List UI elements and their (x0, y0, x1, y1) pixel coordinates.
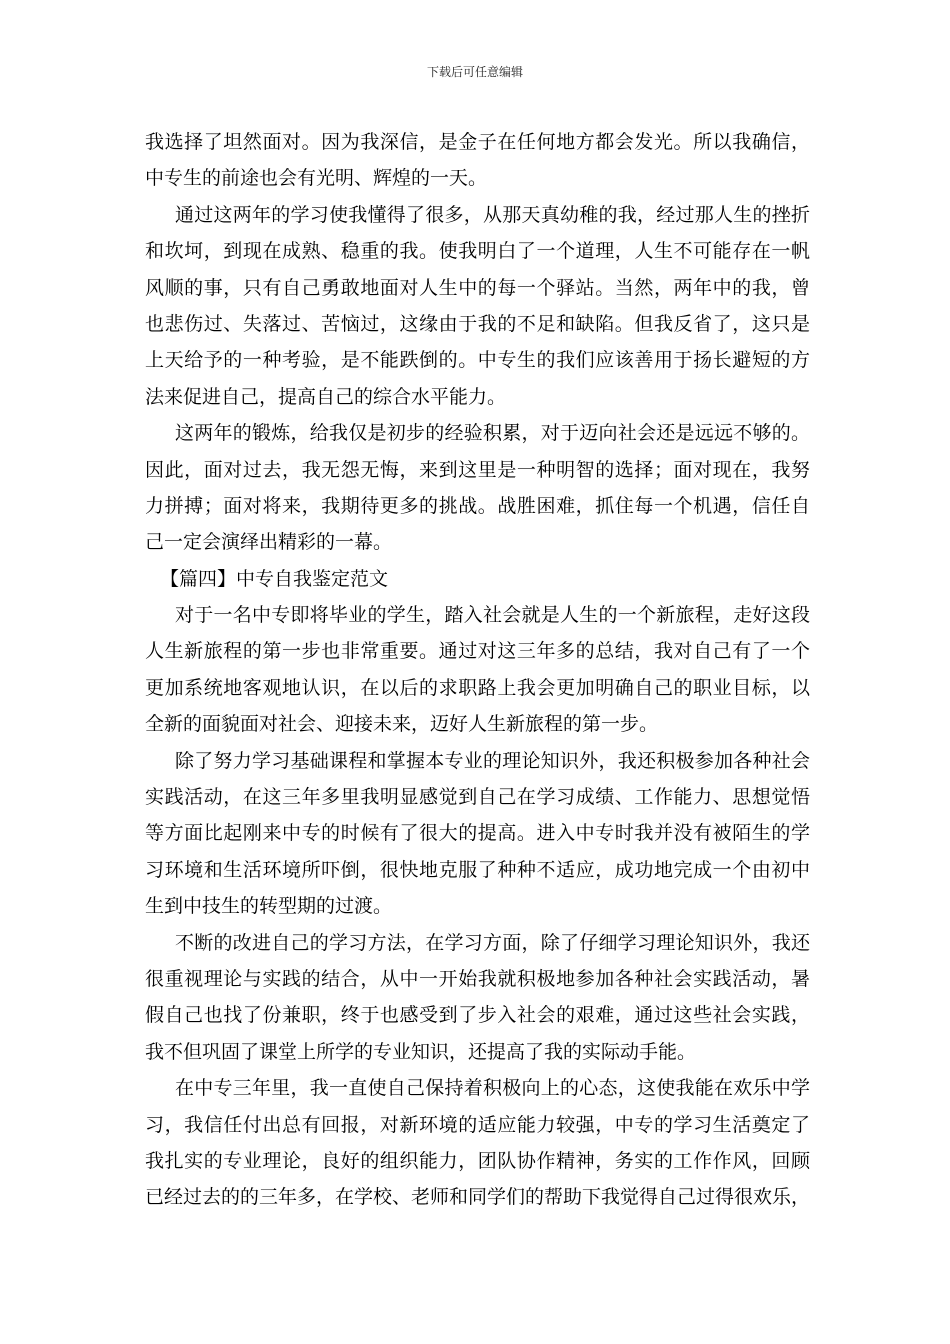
text-line: 等方面比起刚来中专的时候有了很大的提高。进入中专时我并没有被陌生的学 (145, 822, 810, 845)
text-line: 因此，面对过去，我无怨无悔，来到这里是一种明智的选择；面对现在，我努 (145, 458, 810, 481)
text-line: 习，我信任付出总有回报，对新环境的适应能力较强，中专的学习生活奠定了 (145, 1113, 810, 1136)
text-line: 己一定会演绎出精彩的一幕。 (145, 531, 393, 554)
text-line: 这两年的锻炼，给我仅是初步的经验积累，对于迈向社会还是远远不够的。 (175, 422, 810, 445)
body-text (145, 124, 810, 1216)
text-line: 力拼搏；面对将来，我期待更多的挑战。战胜困难，抓住每一个机遇，信任自 (145, 494, 810, 517)
text-line: 对于一名中专即将毕业的学生，踏入社会就是人生的一个新旅程，走好这段 (175, 604, 810, 627)
text-line: 假自己也找了份兼职，终于也感受到了步入社会的艰难，通过这些社会实践， (145, 1004, 810, 1027)
text-line: 全新的面貌面对社会、迎接未来，迈好人生新旅程的第一步。 (145, 713, 659, 736)
text-line: 上天给予的一种考验，是不能跌倒的。中专生的我们应该善用于扬长避短的方 (145, 349, 810, 372)
text-line: 生到中技生的转型期的过渡。 (145, 895, 393, 918)
text-line: 人生新旅程的第一步也非常重要。通过对这三年多的总结，我对自己有了一个 (145, 640, 810, 663)
text-line: 和坎坷，到现在成熟、稳重的我。使我明白了一个道理，人生不可能存在一帆 (145, 240, 810, 263)
text-line: 已经过去的的三年多，在学校、老师和同学们的帮助下我觉得自己过得很欢乐， (145, 1186, 811, 1209)
text-line: 除了努力学习基础课程和掌握本专业的理论知识外，我还积极参加各种社会 (175, 749, 810, 772)
text-line: 法来促进自己，提高自己的综合水平能力。 (145, 385, 507, 408)
text-line: 实践活动，在这三年多里我明显感觉到自己在学习成绩、工作能力、思想觉悟 (145, 786, 810, 809)
text-line: 中专生的前途也会有光明、辉煌的一天。 (145, 167, 488, 190)
text-line: 风顺的事，只有自己勇敢地面对人生中的每一个驿站。当然，两年中的我，曾 (145, 276, 810, 299)
page-header: 下载后可任意编辑 (426, 65, 523, 79)
text-line: 也悲伤过、失落过、苦恼过，这缘由于我的不足和缺陷。但我反省了，这只是 (145, 312, 810, 335)
text-line: 习环境和生活环境所吓倒，很快地克服了种种不适应，成功地完成一个由初中 (145, 858, 810, 881)
text-line: 通过这两年的学习使我懂得了很多，从那天真幼稚的我，经过那人生的挫折 (175, 203, 810, 226)
text-line: 我不但巩固了课堂上所学的专业知识，还提高了我的实际动手能。 (145, 1040, 697, 1063)
text-line: 在中专三年里，我一直使自己保持着积极向上的心态，这使我能在欢乐中学 (175, 1077, 810, 1100)
text-line: 更加系统地客观地认识，在以后的求职路上我会更加明确自己的职业目标，以 (145, 676, 810, 699)
text-line: 很重视理论与实践的结合，从中一开始我就积极地参加各种社会实践活动，暑 (145, 967, 810, 990)
text-line: 不断的改进自己的学习方法，在学习方面，除了仔细学习理论知识外，我还 (175, 931, 810, 954)
section-heading: 【篇四】中专自我鉴定范文 (160, 567, 389, 590)
text-line: 我扎实的专业理论，良好的组织能力，团队协作精神，务实的工作作风，回顾 (145, 1149, 810, 1172)
text-line: 我选择了坦然面对。因为我深信，是金子在任何地方都会发光。所以我确信， (145, 131, 810, 153)
